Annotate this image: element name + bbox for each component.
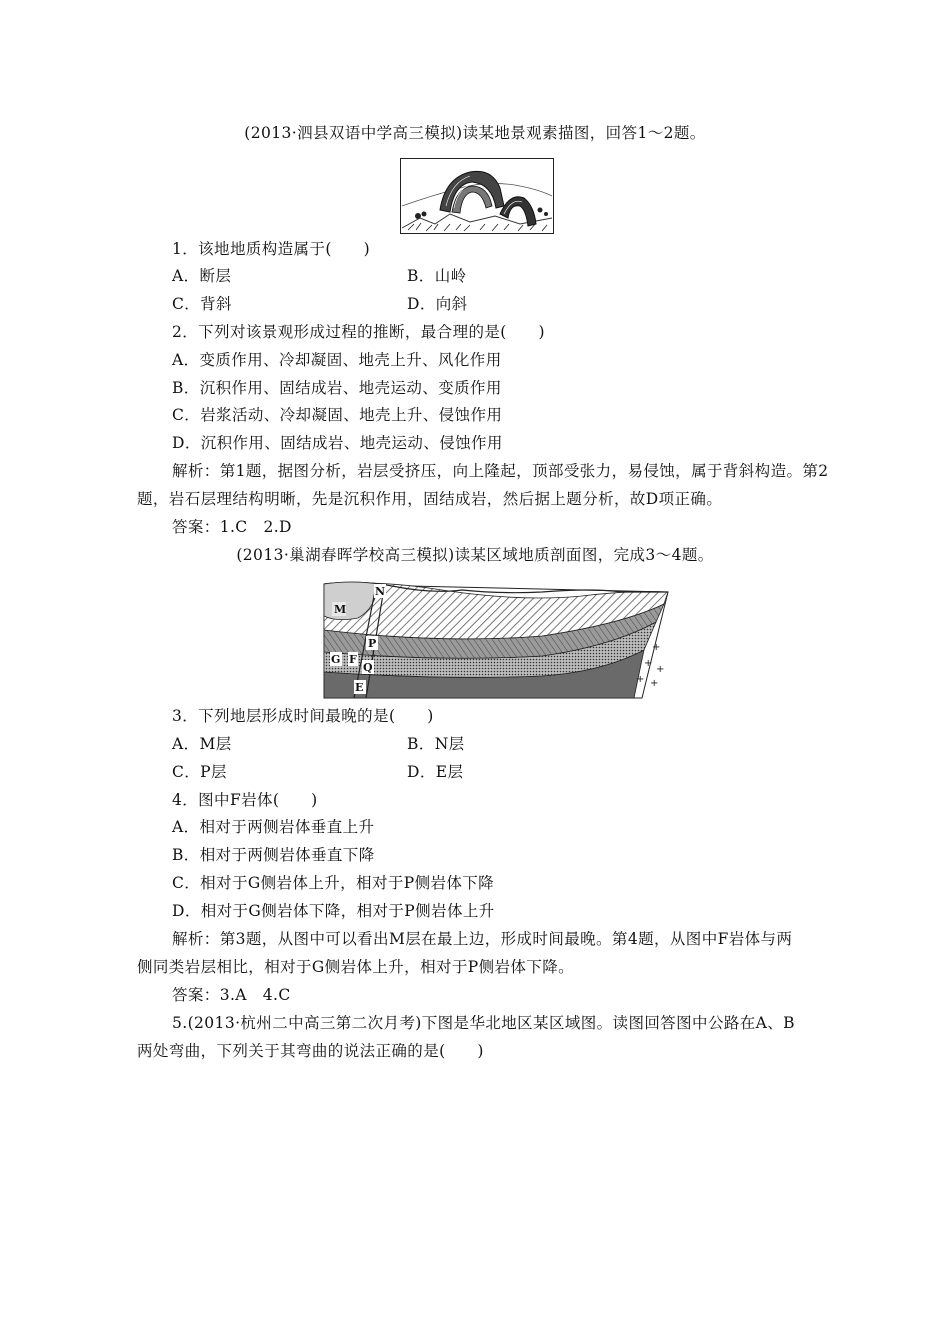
label-g: G	[331, 653, 341, 666]
analysis-1-line-1: 解析：第1题，据图分析，岩层受挤压，向上隆起，顶部受张力，易侵蚀，属于背斜构造。第2	[172, 462, 829, 480]
label-e: E	[355, 681, 364, 694]
question-2-stem: 2．下列对该景观形成过程的推断，最合理的是( )	[172, 323, 545, 341]
question-3-option-b: B．N层	[407, 735, 465, 753]
question-1-option-b: B．山岭	[407, 267, 467, 285]
geologic-cross-section-figure	[322, 580, 670, 702]
question-3-option-a: A．M层	[172, 735, 232, 753]
intro-heading-2: (2013·巢湖春晖学校高三模拟)读某区域地质剖面图，完成3～4题。	[236, 546, 714, 564]
svg-text:+: +	[652, 642, 661, 653]
svg-text:+: +	[644, 658, 653, 669]
question-3-option-d: D．E层	[407, 763, 464, 781]
question-3-stem: 3．下列地层形成时间最晚的是( )	[172, 707, 434, 725]
question-4-stem: 4．图中F岩体( )	[172, 791, 318, 809]
label-m: M	[334, 603, 347, 616]
question-2-option-a: A．变质作用、冷却凝固、地壳上升、风化作用	[172, 351, 502, 369]
answer-1: 答案：1.C 2.D	[172, 518, 292, 536]
question-4-option-b: B．相对于两侧岩体垂直下降	[172, 846, 375, 864]
question-3-option-c: C．P层	[172, 763, 227, 781]
analysis-1-line-2: 题，岩石层理结构明晰，先是沉积作用，固结成岩，然后据上题分析，故D项正确。	[137, 490, 723, 508]
question-4-option-d: D．相对于G侧岩体下降，相对于P侧岩体上升	[172, 902, 495, 920]
question-2-option-d: D．沉积作用、固结成岩、地壳运动、侵蚀作用	[172, 434, 503, 452]
question-1-option-d: D．向斜	[407, 295, 468, 313]
question-2-option-c: C．岩浆活动、冷却凝固、地壳上升、侵蚀作用	[172, 406, 503, 424]
label-f: F	[349, 653, 357, 666]
svg-text:+: +	[636, 674, 645, 685]
question-1-stem: 1．该地地质构造属于( )	[172, 240, 371, 258]
label-q: Q	[363, 661, 373, 674]
analysis-2-line-1: 解析：第3题，从图中可以看出M层在最上边，形成时间最晚。第4题，从图中F岩体与两	[172, 930, 793, 948]
label-p: P	[368, 637, 377, 650]
svg-text:+: +	[650, 678, 659, 689]
answer-2: 答案：3.A 4.C	[172, 986, 291, 1004]
question-5-line-2: 两处弯曲，下列关于其弯曲的说法正确的是( )	[137, 1042, 484, 1060]
question-4-option-a: A．相对于两侧岩体垂直上升	[172, 818, 375, 836]
label-n: N	[375, 585, 386, 598]
intro-heading-1: (2013·泗县双语中学高三模拟)读某地景观素描图，回答1～2题。	[244, 124, 706, 142]
question-4-option-c: C．相对于G侧岩体上升，相对于P侧岩体下降	[172, 874, 495, 892]
svg-text:+: +	[656, 664, 665, 675]
question-1-option-a: A．断层	[172, 267, 232, 285]
question-1-option-c: C．背斜	[172, 295, 232, 313]
question-2-option-b: B．沉积作用、固结成岩、地壳运动、变质作用	[172, 379, 502, 397]
question-5-line-1: 5.(2013·杭州二中高三第二次月考)下图是华北地区某区域图。读图回答图中公路在A、B	[172, 1014, 795, 1032]
analysis-2-line-2: 侧同类岩层相比，相对于G侧岩体上升，相对于P侧岩体下降。	[137, 958, 575, 976]
landscape-sketch-figure	[400, 158, 554, 234]
